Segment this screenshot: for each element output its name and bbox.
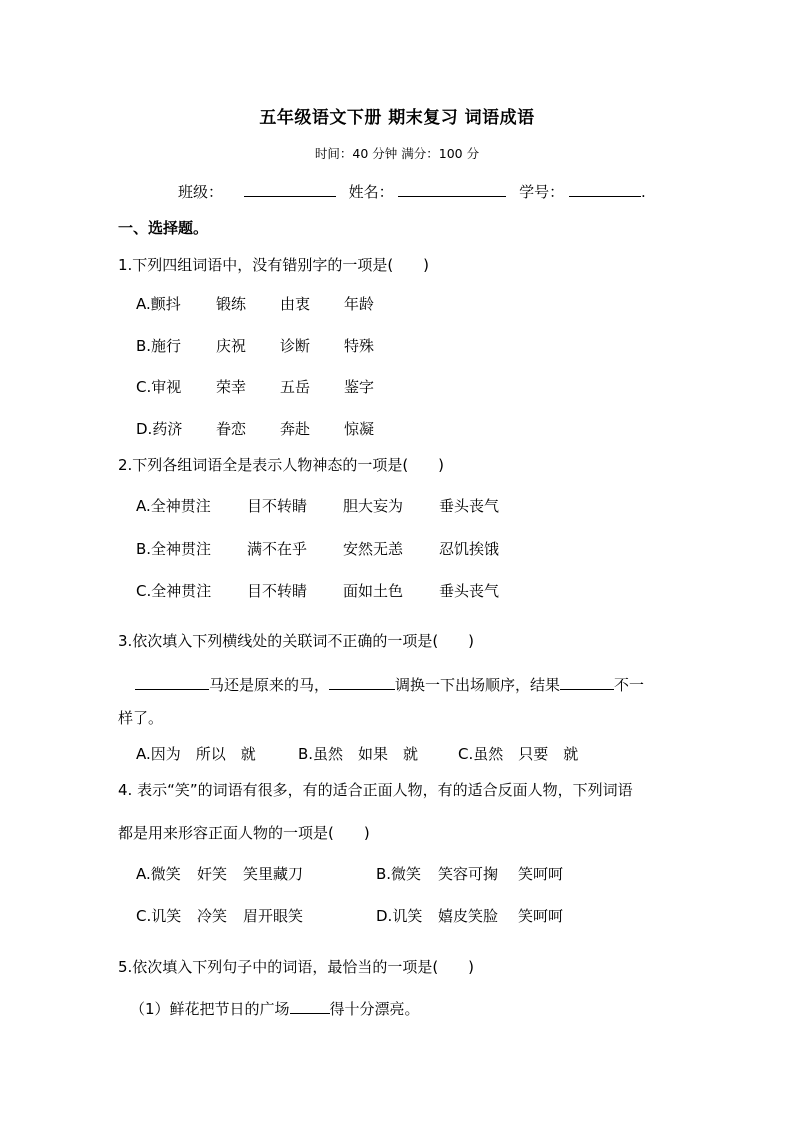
- option-word: 安然无恙: [343, 540, 404, 558]
- option-word: C.全神贯注: [136, 582, 212, 600]
- q4-stem-line1: 4. 表示“笑”的词语有很多，有的适合正面人物，有的适合反面人物，下列词语: [118, 781, 633, 799]
- name-blank[interactable]: [398, 181, 506, 197]
- q3-option-b: B.虽然 如果 就: [298, 745, 419, 763]
- q3-sentence-part: 不一: [614, 676, 645, 694]
- class-blank[interactable]: [244, 181, 336, 197]
- option-word: D.讥笑: [376, 907, 423, 925]
- id-blank[interactable]: [569, 181, 641, 197]
- q4-options-row1: [136, 864, 563, 884]
- option-word: 胆大妄为: [343, 497, 404, 515]
- option-word: 忍饥挨饿: [439, 540, 500, 558]
- option-word: B.施行: [136, 337, 182, 355]
- q2-option-a: [136, 496, 499, 516]
- page-title: 五年级语文下册 期末复习 词语成语: [259, 108, 535, 128]
- q3-sentence-line1: [135, 674, 644, 695]
- option-word: A.微笑: [136, 865, 181, 883]
- q3-stem: 3.依次填入下列横线处的关联词不正确的一项是( ): [118, 632, 475, 650]
- option-word: 鉴字: [344, 378, 375, 396]
- id-end: .: [640, 183, 646, 201]
- option-word: 目不转睛: [247, 582, 308, 600]
- q4-options-row2: [136, 906, 563, 926]
- q3-options: [136, 744, 578, 764]
- option-word: 垂头丧气: [439, 497, 500, 515]
- fill-blank[interactable]: [560, 674, 614, 690]
- fill-blank[interactable]: [329, 674, 395, 690]
- q1-option-c: [136, 377, 374, 397]
- option-word: 笑容可掬: [438, 865, 499, 883]
- q3-sentence-part: 调换一下出场顺序，结果: [395, 676, 561, 694]
- q2-stem: 2.下列各组词语全是表示人物神态的一项是( ): [118, 456, 445, 474]
- q2-option-c: [136, 581, 499, 601]
- q3-option-a: A.因为 所以 就: [136, 745, 256, 763]
- option-word: 目不转睛: [247, 497, 308, 515]
- student-info-line: [178, 181, 646, 202]
- q5-stem: 5.依次填入下列句子中的词语，最恰当的一项是( ): [118, 958, 475, 976]
- q1-option-b: [136, 336, 374, 356]
- option-word: 奸笑: [197, 865, 228, 883]
- q3-option-c: C.虽然 只要 就: [458, 745, 579, 763]
- option-word: 由衷: [280, 295, 311, 313]
- name-label: 姓名：: [348, 183, 394, 201]
- option-word: 笑呵呵: [518, 907, 564, 925]
- option-word: 笑里藏刀: [243, 865, 304, 883]
- fill-blank[interactable]: [135, 674, 209, 690]
- option-word: A.颤抖: [136, 295, 181, 313]
- q3-sentence-line2: 样了。: [118, 709, 164, 727]
- option-word: D.药济: [136, 420, 183, 438]
- option-word: 笑呵呵: [518, 865, 564, 883]
- q4-stem-line2: 都是用来形容正面人物的一项是( ): [118, 824, 370, 842]
- option-word: 年龄: [344, 295, 375, 313]
- option-word: 眷恋: [216, 420, 247, 438]
- q3-sentence-part: 马还是原来的马，: [209, 676, 330, 694]
- option-word: 特殊: [344, 337, 375, 355]
- q5-sub1: [130, 998, 420, 1019]
- q5-sub1-part: （1）鲜花把节日的广场: [130, 1000, 290, 1018]
- option-word: 垂头丧气: [439, 582, 500, 600]
- option-word: C.讥笑: [136, 907, 182, 925]
- q1-option-a: [136, 294, 374, 314]
- option-word: B.微笑: [376, 865, 422, 883]
- option-word: 眉开眼笑: [243, 907, 304, 925]
- option-word: 荣幸: [216, 378, 247, 396]
- option-word: 面如土色: [343, 582, 404, 600]
- fill-blank[interactable]: [290, 998, 330, 1014]
- q2-option-b: [136, 539, 499, 559]
- option-word: 锻练: [216, 295, 247, 313]
- section-heading: 一、选择题。: [118, 219, 209, 237]
- option-word: 奔赴: [280, 420, 311, 438]
- option-word: 冷笑: [197, 907, 228, 925]
- option-word: 惊凝: [344, 420, 375, 438]
- option-word: B.全神贯注: [136, 540, 212, 558]
- option-word: A.全神贯注: [136, 497, 211, 515]
- exam-meta: 时间：40 分钟 满分：100 分: [314, 146, 480, 161]
- q1-stem: 1.下列四组词语中，没有错别字的一项是( ): [118, 256, 430, 274]
- q1-option-d: [136, 419, 374, 439]
- option-word: 五岳: [280, 378, 311, 396]
- class-label: 班级：: [178, 183, 224, 201]
- option-word: 满不在乎: [247, 540, 308, 558]
- option-word: C.审视: [136, 378, 182, 396]
- q5-sub1-part: 得十分漂亮。: [329, 1000, 420, 1018]
- option-word: 庆祝: [216, 337, 247, 355]
- option-word: 诊断: [280, 337, 311, 355]
- id-label: 学号：: [519, 183, 565, 201]
- option-word: 嬉皮笑脸: [438, 907, 499, 925]
